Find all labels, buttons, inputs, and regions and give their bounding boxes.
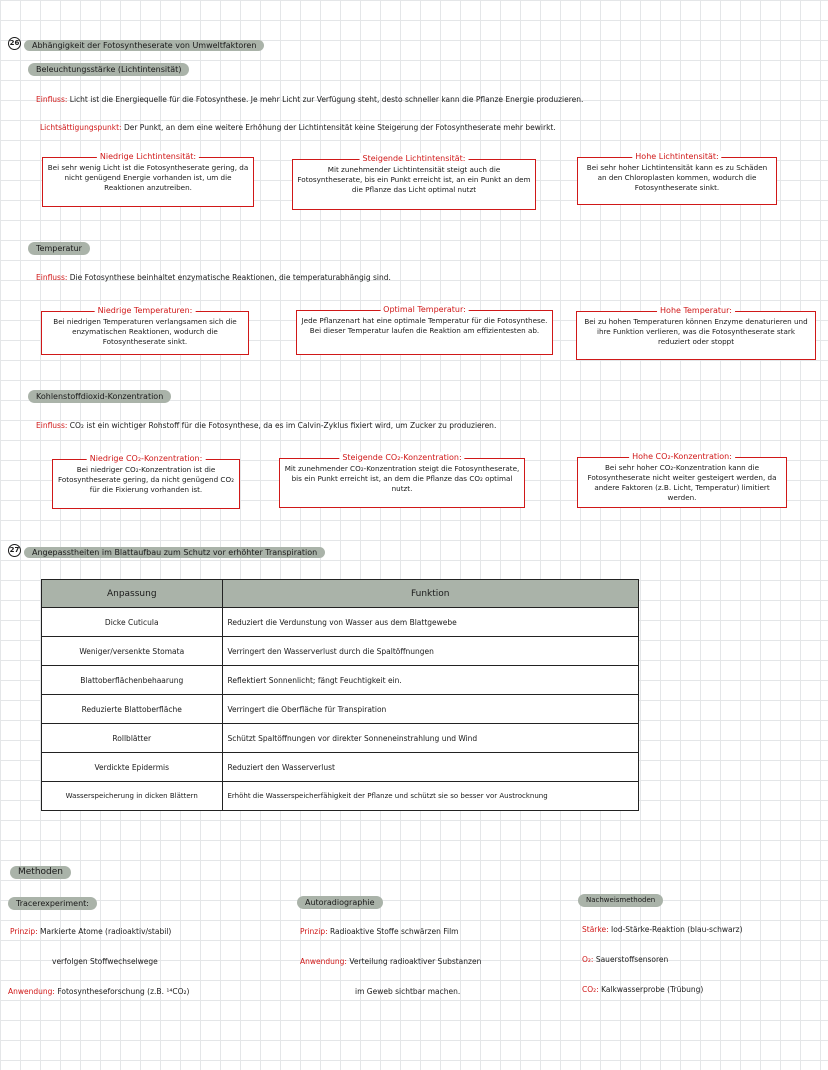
tracer-application-label: Anwendung: [8,987,55,996]
box-low-light-text: Bei sehr wenig Licht ist die Fotosyntheserate gering, da nicht genügend Energie vorhanden ist, um die Reaktionen anzutreiben. [47,163,249,192]
table-row [42,637,639,666]
temperature-heading: Temperatur [28,242,90,255]
table-cell-adaptation: Weniger/versenkte Stomata [42,637,223,666]
tracer-principle-label: Prinzip: [10,927,38,936]
section-27-title: Angepasstheiten im Blattaufbau zum Schutz vor erhöhter Transpiration [24,547,325,558]
detection-heading: Nachweismethoden [578,894,663,907]
box-high-light-title: Hohe Lichtintensität: [632,151,721,163]
detection-item-o2 [582,955,668,965]
table-header-row [42,580,639,608]
table-cell-adaptation: Rollblätter [42,724,223,753]
tracer-principle-text: Markierte Atome (radioaktiv/stabil) [40,927,172,936]
detection-o2-text: Sauerstoffsensoren [595,955,669,964]
box-rising-co2 [279,453,525,508]
box-low-temp-text: Bei niedrigen Temperaturen verlangsamen sich die enzymatischen Reaktionen, wodurch die Fotosyntheserate sinkt. [53,317,237,346]
box-rising-co2-text: Mit zunehmender CO₂-Konzentration steigt die Fotosyntheserate, bis ein Punkt erreicht ist, an dem die Pflanze das CO₂ optimal nutzt. [284,464,520,493]
autoradiography-principle-text: Radioaktive Stoffe schwärzen Film [330,927,459,936]
box-high-co2 [577,452,787,508]
box-high-temp-text: Bei zu hohen Temperaturen können Enzyme denaturieren und ihre Funktion verlieren, was die Fotosyntheserate stark reduziert oder stoppt [584,317,808,346]
box-low-temp [41,306,249,355]
table-row [42,666,639,695]
box-high-temp [576,306,816,360]
saturation-text: Der Punkt, an dem eine weitere Erhöhung der Lichtintensität keine Steigerung der Fotosyntheserate mehr bewirkt. [123,123,556,132]
tracer-principle-text-2: verfolgen Stoffwechselwege [52,957,158,966]
detection-item-co2 [582,985,703,995]
box-high-co2-text: Bei sehr hoher CO₂-Konzentration kann die Fotosyntheserate nicht weiter gesteigert werden, da andere Faktoren (z.B. Licht, Temperatur) limitiert werden. [587,463,777,502]
temperature-influence-label: Einfluss: [36,273,68,282]
table-cell-function: Reduziert den Wasserverlust [222,753,639,782]
temperature-influence-text: Die Fotosynthese beinhaltet enzymatische Reaktionen, die temperaturabhängig sind. [69,273,391,282]
table-cell-function: Reduziert die Verdunstung von Wasser aus dem Blattgewebe [222,608,639,637]
box-high-light-text: Bei sehr hoher Lichtintensität kann es zu Schäden an den Chloroplasten kommen, wodurch die Fotosyntheserate sinkt. [586,163,768,192]
co2-influence-label: Einfluss: [36,421,68,430]
box-low-light-title: Niedrige Lichtintensität: [97,151,199,163]
temperature-influence [36,273,391,283]
tracer-principle [10,927,171,937]
box-rising-light-text: Mit zunehmender Lichtintensität steigt auch die Fotosyntheserate, bis ein Punkt erreicht ist, an ein Punkt an dem die Pflanze das Licht optimal nutzt [297,165,531,194]
detection-co2-text: Kalkwasserprobe (Trübung) [601,985,704,994]
table-row [42,753,639,782]
box-optimal-temp [296,305,553,355]
box-high-light [577,152,777,205]
table-cell-adaptation: Reduzierte Blattoberfläche [42,695,223,724]
section-27-header [8,540,325,559]
light-heading: Beleuchtungsstärke (Lichtintensität) [28,63,189,76]
methods-heading: Methoden [10,866,71,879]
table-cell-adaptation: Dicke Cuticula [42,608,223,637]
adaptation-table [41,579,639,811]
table-row [42,695,639,724]
detection-item-starch [582,925,743,935]
section-26-header [8,33,264,52]
detection-co2-label: CO₂: [582,985,599,994]
table-header-adaptation: Anpassung [42,580,223,608]
table-cell-adaptation: Wasserspeicherung in dicken Blättern [42,782,223,811]
detection-starch-text: Iod-Stärke-Reaktion (blau-schwarz) [611,925,743,934]
box-rising-light-title: Steigende Lichtintensität: [360,153,469,165]
detection-o2-label: O₂: [582,955,594,964]
table-cell-function: Verringert den Wasserverlust durch die Spaltöffnungen [222,637,639,666]
autoradiography-application-text-2: im Geweb sichtbar machen. [355,987,461,996]
tracer-application [8,987,189,997]
tracer-application-text: Fotosyntheseforschung (z.B. ¹⁴CO₂) [57,987,190,996]
co2-heading: Kohlenstoffdioxid-Konzentration [28,390,171,403]
section-27-number: 27 [8,544,21,557]
tracer-heading: Tracerexperiment: [8,897,97,910]
box-optimal-temp-text: Jede Pflanzenart hat eine optimale Temperatur für die Fotosynthese. Bei dieser Temperatur laufen die Reaktion am effizientesten ab. [301,316,548,335]
autoradiography-principle [300,927,458,937]
autoradiography-application [300,957,481,967]
box-low-temp-title: Niedrige Temperaturen: [95,305,196,317]
box-rising-co2-title: Steigende CO₂-Konzentration: [339,452,464,464]
light-influence-label: Einfluss: [36,95,68,104]
table-cell-function: Reflektiert Sonnenlicht; fängt Feuchtigkeit ein. [222,666,639,695]
table-cell-adaptation: Blattoberflächenbehaarung [42,666,223,695]
autoradiography-application-label: Anwendung: [300,957,347,966]
box-low-co2-text: Bei niedriger CO₂-Konzentration ist die Fotosyntheserate gering, da nicht genügend CO₂ für die Fixierung vorhanden ist. [58,465,234,494]
table-row [42,724,639,753]
box-high-temp-title: Hohe Temperatur: [657,305,735,317]
box-low-light [42,152,254,207]
table-cell-function: Erhöht die Wasserspeicherfähigkeit der Pflanze und schützt sie so besser vor Austrocknung [222,782,639,811]
table-header-function: Funktion [222,580,639,608]
box-rising-light [292,154,536,210]
autoradiography-application-text: Verteilung radioaktiver Substanzen [349,957,482,966]
box-high-co2-title: Hohe CO₂-Konzentration: [629,451,735,463]
table-cell-adaptation: Verdickte Epidermis [42,753,223,782]
table-row [42,608,639,637]
box-low-co2-title: Niedrige CO₂-Konzentration: [87,453,206,465]
box-low-co2 [52,454,240,509]
co2-influence-text: CO₂ ist ein wichtiger Rohstoff für die Fotosynthese, da es im Calvin-Zyklus fixiert wird, um Zucker zu produzieren. [69,421,497,430]
box-optimal-temp-title: Optimal Temperatur: [380,304,469,316]
detection-starch-label: Stärke: [582,925,609,934]
table-cell-function: Verringert die Oberfläche für Transpiration [222,695,639,724]
section-26-number: 26 [8,37,21,50]
table-cell-function: Schützt Spaltöffnungen vor direkter Sonneneinstrahlung und Wind [222,724,639,753]
saturation-label: Lichtsättigungspunkt: [40,123,122,132]
autoradiography-heading: Autoradiographie [297,896,383,909]
autoradiography-principle-label: Prinzip: [300,927,328,936]
table-row [42,782,639,811]
section-26-title: Abhängigkeit der Fotosyntheserate von Umweltfaktoren [24,40,264,51]
co2-influence [36,421,496,431]
light-influence-text: Licht ist die Energiequelle für die Fotosynthese. Je mehr Licht zur Verfügung steht, desto schneller kann die Pflanze Energie produzieren. [69,95,584,104]
light-saturation [40,123,556,133]
light-influence [36,95,583,105]
